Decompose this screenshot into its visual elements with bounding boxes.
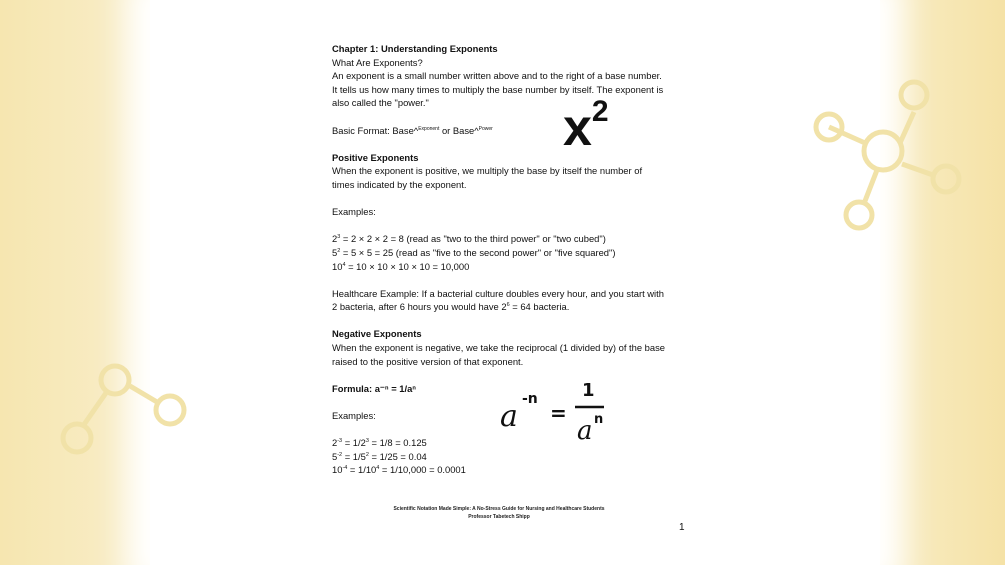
healthcare-example-line: 2 bacteria, after 6 hours you would have $2^6 = 64$ bacteria. — [332, 301, 570, 313]
examples-label: Examples: — [332, 206, 376, 218]
example-line: $5^{-2} = 1/5^2 = 1/25 = 0.04$ — [332, 450, 427, 462]
example-line: $10^{-4} = 1/10^4 = 1/10,000 = 0.0001$ — [332, 464, 466, 476]
paragraph-line: times indicated by the exponent. — [332, 178, 467, 190]
formula-neg-exp: -n — [522, 391, 538, 407]
x-squared-graphic: x2 — [563, 95, 609, 157]
example-line: $2^3 = 2 \times 2 \times 2 = 8$ (read as "two to the third power" or "two cubed") — [332, 233, 606, 245]
intro-line: An exponent is a small number written above and to the right of a base number. — [332, 70, 662, 82]
formula-equals: = — [550, 401, 567, 425]
molecule-right-icon — [805, 75, 970, 235]
paragraph-line: raised to the positive version of that exponent. — [332, 355, 524, 367]
negative-exponents-heading: Negative Exponents — [332, 328, 422, 340]
negative-exponent-formula-graphic — [498, 376, 613, 446]
paragraph-line: When the exponent is positive, we multiply the base by itself the number of — [332, 165, 643, 177]
formula-den-exp: n — [594, 412, 604, 427]
formula-base: a — [500, 399, 518, 434]
footer-author: Professor Tabetech Shipp — [468, 514, 530, 520]
intro-line: also called the "power." — [332, 97, 429, 109]
examples-label: Examples: — [332, 410, 376, 422]
formula-denominator: a — [577, 416, 593, 446]
positive-exponents-heading: Positive Exponents — [332, 151, 419, 163]
example-line: $10^4 = 10 \times 10 \times 10 \times 10 = 10,000$ — [332, 260, 470, 272]
healthcare-example-line: Healthcare Example: If a bacterial culture doubles every hour, and you start with — [332, 287, 664, 299]
formula-numerator: 1 — [582, 380, 595, 401]
example-line: $2^{-3} = 1/2^3 = 1/8 = 0.125$ — [332, 437, 427, 449]
paragraph-line: When the exponent is negative, we take the reciprocal (1 divided by) of the base — [332, 342, 666, 354]
intro-line: It tells us how many times to multiply the base number by itself. The exponent is — [332, 83, 664, 95]
molecule-left-icon — [55, 360, 195, 460]
chapter-title: Chapter 1: Understanding Exponents — [332, 43, 498, 54]
footer-title: Scientific Notation Made Simple: A No-Stress Guide for Nursing and Healthcare Students — [393, 506, 605, 512]
intro-heading: What Are Exponents? — [332, 56, 423, 68]
example-line: $5^2 = 5 \times 5 = 25$ (read as "five to the second power" or "five squared") — [332, 246, 616, 258]
page-footer — [340, 505, 658, 521]
basic-format-line: Basic Format: Base^$^{Exponent}$ or Base^$^{Power}$ — [332, 124, 493, 136]
formula-line: Formula: a⁻ⁿ = 1/aⁿ — [332, 382, 417, 394]
page-number: 1 — [679, 522, 685, 533]
